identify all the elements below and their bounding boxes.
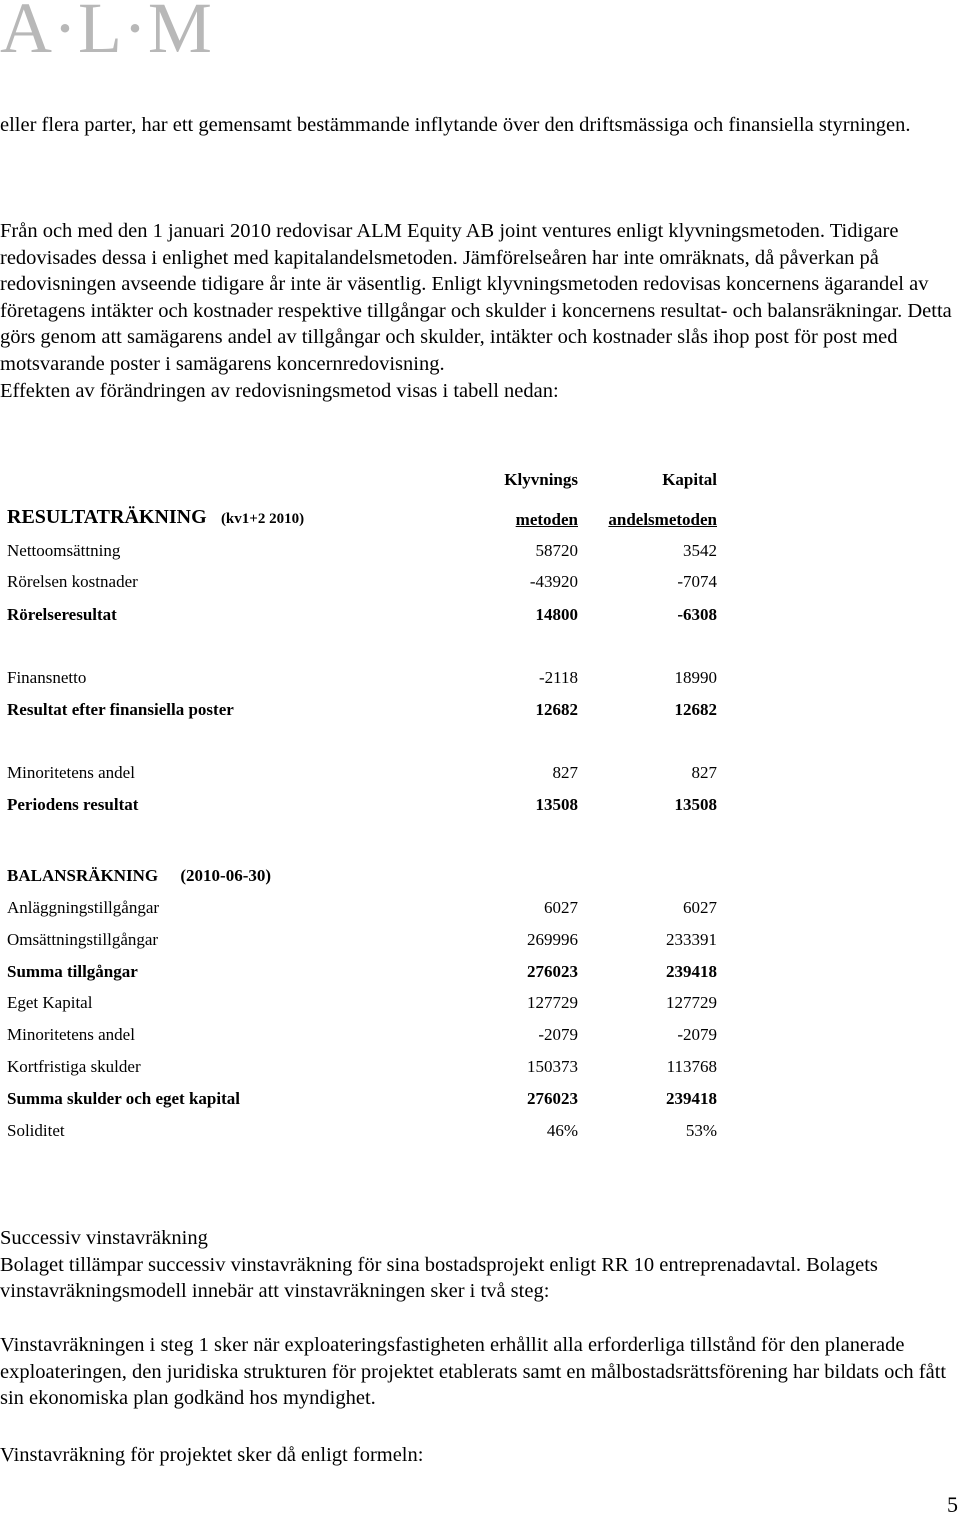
- table-cell-kapital: 13508: [674, 795, 717, 814]
- col1-header-bottom: metoden: [515, 510, 578, 529]
- col2-header-bottom: andelsmetoden: [608, 510, 717, 529]
- table-cell-kapital: 239418: [666, 962, 717, 981]
- table-row-label: Resultat efter finansiella poster: [7, 700, 234, 719]
- table-cell-klyvning: 269996: [527, 930, 578, 949]
- income-period: (kv1+2 2010): [220, 511, 305, 527]
- table-row-label: Anläggningstillgångar: [7, 898, 160, 917]
- table-cell-kapital: 6027: [683, 898, 717, 917]
- section-text-3: Vinstavräkning för projektet sker då enligt formeln:: [0, 1444, 424, 1466]
- table-row-label: Nettoomsättning: [7, 541, 121, 560]
- table-cell-kapital: 239418: [666, 1089, 717, 1108]
- col2-header-top: Kapital: [662, 470, 717, 489]
- table-row-label: Summa skulder och eget kapital: [7, 1089, 240, 1108]
- intro-text-2: Från och med den 1 januari 2010 redovisar ALM Equity AB joint ventures enligt klyvningsmetoden. Tidigare redovisades dessa i enlighet med kapitalandelsmetoden. Jämförelseåren har inte omräknats, då påverkan på redovisningen avseende tidigare år inte är väsentlig. Enligt klyvningsmetoden redovisas koncernens ägarandel av företagens intäkter och kostnader respektive tillgångar och skulder i koncernens resultat- och balansräkningar. Detta görs genom att samägarens andel av tillgångar och skulder, intäkter och kostnader slås ihop post för post med motsvarande poster i samägarens koncernredovisning.: [0, 220, 952, 375]
- table-cell-kapital: -7074: [677, 572, 717, 591]
- table-row-label: Omsättningstillgångar: [7, 930, 159, 949]
- table-row-label: Soliditet: [7, 1121, 65, 1140]
- intro-text-3: Effekten av förändringen av redovisningsmetod visas i tabell nedan:: [0, 379, 559, 402]
- table-cell-kapital: 127729: [666, 993, 717, 1012]
- table-cell-klyvning: 276023: [527, 962, 578, 981]
- section-text-1: Bolaget tillämpar successiv vinstavräkning för sina bostadsprojekt enligt RR 10 entreprenadavtal. Bolagets vinstavräkningsmodell innebär att vinstavräkningen sker i två steg:: [0, 1253, 878, 1303]
- table-cell-kapital: -6308: [677, 605, 717, 624]
- table-row-label: Minoritetens andel: [7, 1025, 135, 1044]
- table-cell-kapital: 113768: [666, 1057, 717, 1076]
- section-revenue-recognition: [0, 1225, 955, 1305]
- table-row-label: Rörelseresultat: [7, 605, 117, 624]
- table-cell-kapital: 3542: [683, 541, 717, 560]
- table-cell-kapital: 233391: [666, 930, 717, 949]
- table-cell-kapital: 12682: [674, 700, 717, 719]
- table-row-label: Summa tillgångar: [7, 962, 138, 981]
- section-paragraph-2: [0, 1332, 955, 1412]
- table-row-label: Periodens resultat: [7, 795, 139, 814]
- intro-text-1: eller flera parter, har ett gemensamt bestämmande inflytande över den driftsmässiga och finansiella styrningen.: [0, 114, 911, 136]
- balance-date: (2010-06-30): [180, 866, 272, 885]
- section-heading: Successiv vinstavräkning: [0, 1227, 208, 1249]
- income-statement-title: [7, 507, 304, 529]
- table-cell-klyvning: 276023: [527, 1089, 578, 1108]
- income-title: RESULTATRÄKNING: [7, 506, 207, 528]
- table-cell-klyvning: 13508: [535, 795, 578, 814]
- page-number: 5: [947, 1492, 958, 1517]
- table-cell-kapital: -2079: [677, 1025, 717, 1044]
- table-row-label: Rörelsen kostnader: [7, 572, 138, 591]
- table-row-label: Kortfristiga skulder: [7, 1057, 141, 1076]
- balance-sheet-title: [7, 866, 271, 886]
- table-cell-klyvning: 127729: [527, 993, 578, 1012]
- col1-header-top: Klyvnings: [504, 470, 578, 489]
- table-row-label: Finansnetto: [7, 668, 87, 687]
- table-cell-kapital: 18990: [674, 668, 717, 687]
- table-cell-klyvning: 6027: [544, 898, 578, 917]
- table-row-label: Eget Kapital: [7, 993, 93, 1012]
- table-cell-klyvning: 827: [552, 763, 578, 782]
- balance-title: BALANSRÄKNING: [7, 866, 159, 885]
- table-cell-klyvning: 14800: [535, 605, 578, 624]
- table-cell-klyvning: 46%: [546, 1121, 578, 1140]
- company-logo: A·L·M: [0, 0, 213, 68]
- section-text-2: Vinstavräkningen i steg 1 sker när exploateringsfastigheten erhållit alla erforderliga tillstånd för den planerade exploateringen, den juridiska strukturen för projektet etablerats samt en målbostadsrättsförening har bildats och fått sin ekonomiska plan godkänd hos myndighet.: [0, 1334, 947, 1410]
- table-cell-klyvning: 58720: [535, 541, 578, 560]
- table-cell-klyvning: 150373: [527, 1057, 578, 1076]
- table-cell-klyvning: 12682: [535, 700, 578, 719]
- table-row-label: Minoritetens andel: [7, 763, 135, 782]
- table-cell-klyvning: -2079: [538, 1025, 578, 1044]
- table-cell-klyvning: -43920: [529, 572, 578, 591]
- table-cell-kapital: 827: [691, 763, 717, 782]
- table-cell-kapital: 53%: [685, 1121, 717, 1140]
- table-cell-klyvning: -2118: [538, 668, 578, 687]
- section-paragraph-3: [0, 1442, 955, 1469]
